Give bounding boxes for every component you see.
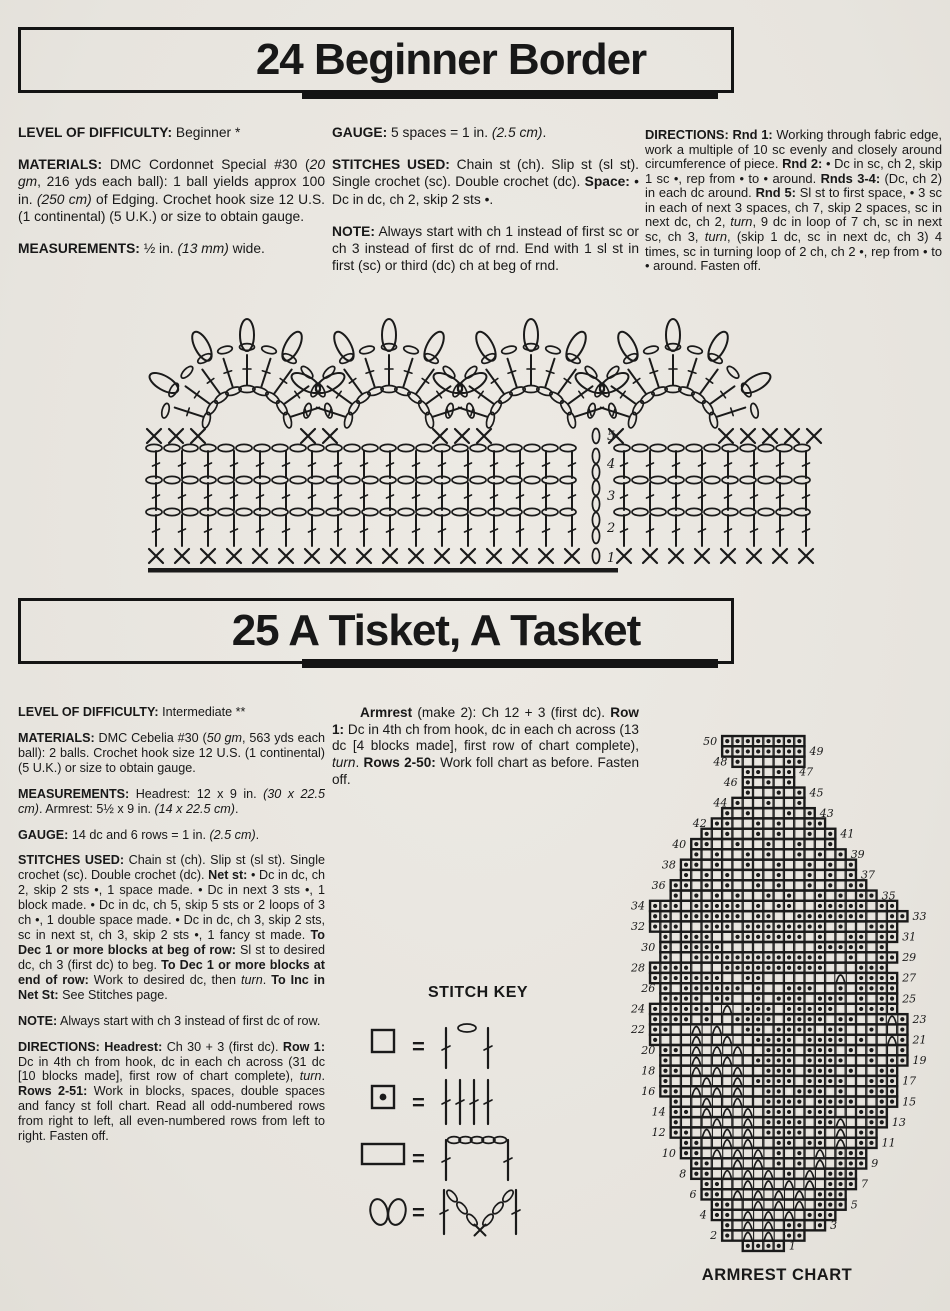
pattern24-title-box <box>18 27 734 93</box>
svg-text:1: 1 <box>788 1239 796 1253</box>
pattern25-title-box <box>18 598 734 664</box>
svg-text:5: 5 <box>850 1198 858 1212</box>
svg-text:32: 32 <box>631 920 645 934</box>
paragraph: GAUGE: 5 spaces = 1 in. (2.5 cm). <box>332 125 547 140</box>
svg-text:1: 1 <box>607 551 616 566</box>
armrest-chart-grid <box>622 730 932 1262</box>
svg-text:23: 23 <box>912 1012 927 1026</box>
svg-text:13: 13 <box>891 1115 906 1129</box>
svg-text:19: 19 <box>912 1054 927 1068</box>
svg-text:30: 30 <box>641 940 656 954</box>
svg-text:41: 41 <box>840 827 855 841</box>
svg-text:48: 48 <box>713 755 728 769</box>
svg-text:31: 31 <box>902 930 917 944</box>
svg-text:=: = <box>412 1034 425 1059</box>
svg-text:9: 9 <box>871 1157 879 1171</box>
svg-text:25: 25 <box>902 992 917 1006</box>
svg-text:10: 10 <box>661 1146 676 1160</box>
paragraph: MEASUREMENTS: Headrest: 12 x 9 in. (30 x 22.5 cm). Armrest: 5½ x 9 in. (14 x 22.5 cm). <box>18 786 325 816</box>
svg-text:45: 45 <box>809 786 824 800</box>
pattern24-title: 24 Beginner Border <box>255 35 647 84</box>
svg-text:12: 12 <box>651 1126 666 1140</box>
svg-text:43: 43 <box>819 806 834 820</box>
svg-text:3: 3 <box>607 489 616 504</box>
paragraph: DIRECTIONS: Headrest: Ch 30 + 3 (first dc). Row 1: Dc in 4th ch from hook, dc in each ch across (31 dc [10 blocks made], first row of chart complete), turn. Rows 2-51: Work in blocks, spaces, double spaces and fancy st foll chart. Read all odd-numbered rows from right to left, all even-numbered rows from left to right. Fasten off. <box>18 1039 326 1144</box>
paragraph: LEVEL OF DIFFICULTY: Intermediate ** <box>18 705 246 719</box>
svg-text:40: 40 <box>672 837 687 851</box>
svg-text:20: 20 <box>641 1043 656 1057</box>
svg-text:=: = <box>412 1146 425 1171</box>
svg-text:35: 35 <box>881 889 896 903</box>
svg-text:44: 44 <box>713 796 728 810</box>
paragraph: LEVEL OF DIFFICULTY: Beginner * <box>18 125 241 140</box>
svg-text:46: 46 <box>723 775 738 789</box>
svg-text:26: 26 <box>641 981 656 995</box>
armrest-chart-caption: ARMREST CHART <box>701 1266 853 1284</box>
svg-text:24: 24 <box>631 1002 645 1016</box>
svg-text:=: = <box>412 1090 425 1115</box>
svg-text:18: 18 <box>641 1064 656 1078</box>
svg-text:15: 15 <box>902 1095 917 1109</box>
paragraph: MATERIALS: DMC Cebelia #30 (50 gm, 563 yds each ball): 2 balls. Crochet hook size 12 U.S. (1 continental) (5 U.K.) or size to obtain gauge. <box>18 730 325 775</box>
pattern25-column-2-armrest <box>332 705 639 804</box>
pattern24-column-3-directions <box>645 128 942 286</box>
svg-text:3: 3 <box>830 1218 838 1232</box>
pattern25-title-underline <box>302 659 718 668</box>
pattern25-column-1 <box>18 705 325 1155</box>
paragraph: MEASUREMENTS: ½ in. (13 mm) wide. <box>18 241 265 257</box>
svg-text:50: 50 <box>703 734 718 748</box>
svg-text:8: 8 <box>679 1167 687 1181</box>
svg-text:29: 29 <box>902 951 917 965</box>
svg-text:5: 5 <box>607 429 616 444</box>
svg-text:36: 36 <box>651 878 666 892</box>
svg-text:16: 16 <box>641 1084 656 1098</box>
pattern25-title: 25 A Tisket, A Tasket <box>231 606 641 655</box>
svg-text:14: 14 <box>651 1105 666 1119</box>
svg-text:49: 49 <box>809 745 824 759</box>
svg-text:27: 27 <box>902 971 917 985</box>
pattern24-column-1 <box>18 124 325 272</box>
svg-text:6: 6 <box>689 1187 697 1201</box>
paragraph: STITCHES USED: Chain st (ch). Slip st (sl st). Single crochet (sc). Double crochet (dc). Space: • Dc in dc, ch 2, skip 2 sts •. <box>332 157 639 207</box>
svg-text:38: 38 <box>661 858 676 872</box>
svg-text:37: 37 <box>861 868 875 882</box>
paragraph: NOTE: Always start with ch 3 instead of first dc of row. <box>18 1013 321 1028</box>
paragraph: STITCHES USED: Chain st (ch). Slip st (sl st). Single crochet (sc). Double crochet (dc). Net st: • Dc in dc, ch 2, skip 2 sts •, 1 space made. • Dc in next 3 sts •, 1 block made. • Dc in dc, ch 5, skip 5 sts or 2 loops of 3 ch •, 1 double space made. • Dc in dc, ch 3, skip 2 sts, sc in next st, ch 3, skip 2 sts •, 1 fancy st made. To Dec 1 or more blocks at beg of row: Sl st to desired dc, ch 3 (first dc) to beg. To Dec 1 or more blocks at end of row: Work to desired dc, then turn. To Inc in Net St: See Stitches page. <box>18 853 326 1002</box>
svg-text:11: 11 <box>881 1136 896 1150</box>
svg-text:34: 34 <box>631 899 645 913</box>
pattern24-column-2 <box>332 124 639 290</box>
border-stitch-diagram <box>140 316 830 580</box>
paragraph: Armrest (make 2): Ch 12 + 3 (first dc). Row 1: Dc in 4th ch from hook, dc in each ch across (13 dc [4 blocks made], first row of chart complete), turn. Rows 2-50: Work foll chart as before. Fasten off. <box>332 705 640 787</box>
paragraph: GAUGE: 14 dc and 6 rows = 1 in. (2.5 cm). <box>18 827 260 842</box>
svg-text:17: 17 <box>902 1074 917 1088</box>
svg-text:4: 4 <box>607 457 616 472</box>
paragraph: NOTE: Always start with ch 1 instead of first sc or ch 3 instead of first dc of rnd. End with 1 sl st in first (sc) or third (dc) ch at beg of rnd. <box>332 223 639 274</box>
svg-text:47: 47 <box>799 765 814 779</box>
stitch-key-title: STITCH KEY <box>427 984 529 1001</box>
svg-text:=: = <box>412 1200 425 1225</box>
svg-text:4: 4 <box>699 1208 707 1222</box>
svg-text:21: 21 <box>912 1033 927 1047</box>
stitch-key-diagram <box>338 1010 618 1240</box>
paragraph: DIRECTIONS: Rnd 1: Working through fabric edge, work a multiple of 10 sc evenly and closely around circumference of piece. Rnd 2: • Dc in sc, ch 2, skip 1 sc •, rep from • to • around. Rnds 3-4: (Dc, ch 2) in each dc around. Rnd 5: Sl st to first space, • 3 sc in each of next 3 spaces, ch 7, skip 2 spaces, sc in next dc, ch 2, turn, 9 dc in loop of 7 ch, sc in next sc, ch 3, turn, (skip 1 dc, sc in next dc, ch 3) 4 times, sc in turning loop of 2 ch, ch 2 •, rep from • to • around. Fasten off. <box>645 127 943 274</box>
svg-text:28: 28 <box>631 961 645 975</box>
svg-text:2: 2 <box>710 1229 718 1243</box>
pattern24-title-underline <box>302 90 718 99</box>
paragraph: MATERIALS: DMC Cordonnet Special #30 (20 gm, 216 yds each ball): 1 ball yields approx 100 in. (250 cm) of Edging. Crochet hook size 12 U.S. (1 continental) (5 U.K.) or size to obtain gauge. <box>18 157 325 224</box>
svg-text:33: 33 <box>912 909 927 923</box>
svg-text:39: 39 <box>850 848 865 862</box>
svg-text:42: 42 <box>692 817 707 831</box>
svg-text:2: 2 <box>607 521 616 536</box>
svg-text:22: 22 <box>631 1023 645 1037</box>
svg-text:7: 7 <box>861 1177 868 1191</box>
